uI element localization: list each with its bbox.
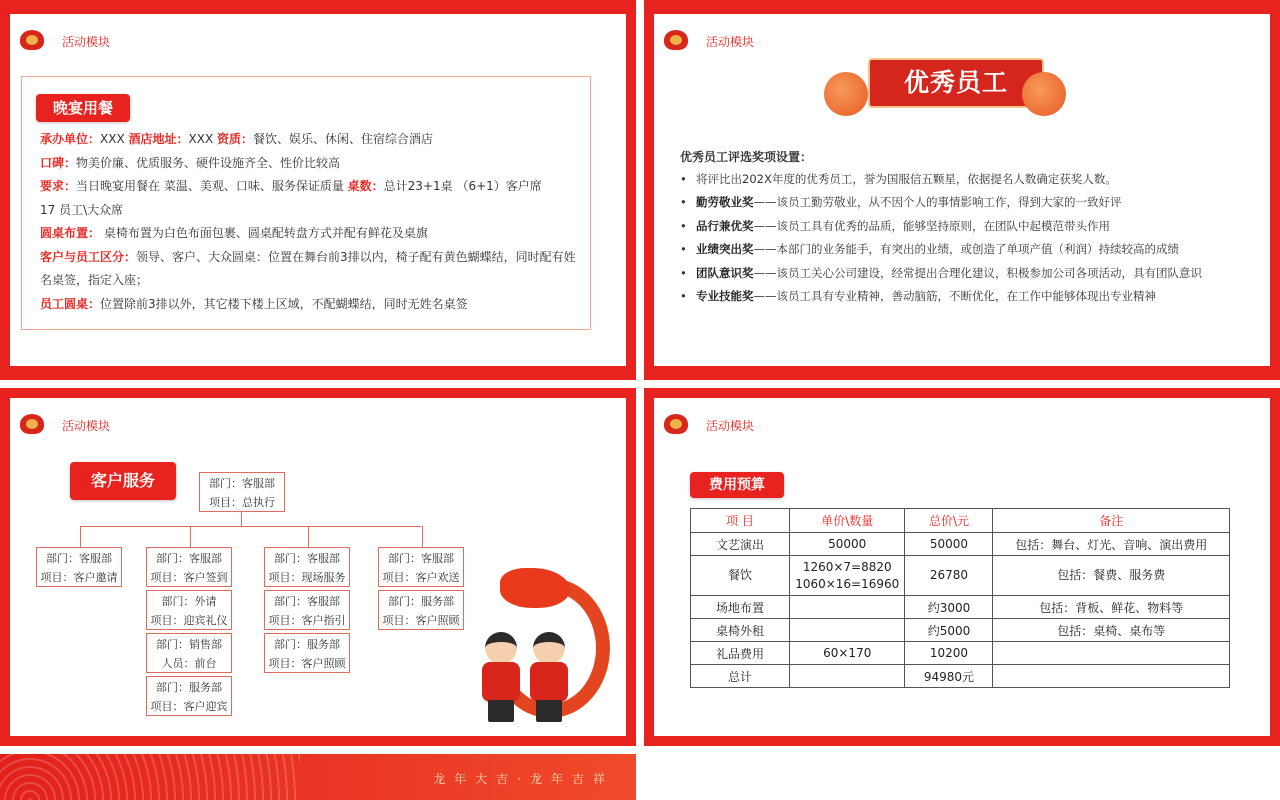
module-header (18, 26, 110, 56)
detail-key: 客户与员工区分： (40, 249, 137, 264)
award-item (680, 215, 1240, 238)
detail-line (40, 293, 580, 317)
column-header: 单价\数量 (789, 509, 905, 533)
connector-line (422, 526, 423, 547)
column-header: 项 目 (691, 509, 790, 533)
module-header (662, 410, 754, 440)
slide-customer-service[interactable] (0, 388, 636, 746)
child-figure (480, 632, 522, 722)
org-box-line: 部门：客服部 (156, 552, 222, 565)
org-box-line: 人员：前台 (161, 657, 217, 670)
org-box (199, 472, 285, 512)
award-name: 勤劳敬业奖 (696, 195, 754, 210)
org-box (36, 547, 122, 587)
connector-line (308, 526, 309, 547)
title-banner: 优秀员工 (868, 58, 1044, 108)
wave-pattern (0, 754, 300, 800)
table-cell: 1260×7=8820 1060×16=16960 (789, 556, 905, 596)
detail-key: 员工圆桌： (40, 296, 101, 311)
award-desc: ——该员工关心公司建设，经常提出合理化建议，积极参加公司各项活动，具有团队意识 (753, 265, 1202, 280)
org-box-line: 部门：客服部 (388, 552, 454, 565)
table-cell: 26780 (905, 556, 993, 596)
dragon-illustration (440, 568, 620, 728)
table-cell: 50000 (789, 533, 905, 556)
detail-line (40, 199, 580, 223)
module-header (18, 410, 110, 440)
org-box-line: 项目：客户照顾 (382, 614, 460, 627)
detail-value: 桌椅布置为白色布面包裹、圆桌配转盘方式并配有鲜花及桌旗 (100, 226, 428, 240)
award-item (680, 285, 1240, 308)
table-cell: 总计 (691, 665, 790, 688)
org-box (146, 547, 232, 587)
table-cell (993, 665, 1230, 688)
org-box-line: 部门：客服部 (274, 552, 340, 565)
slide-excellent-staff[interactable] (644, 0, 1280, 380)
table-row (691, 619, 1230, 642)
detail-line (40, 269, 580, 293)
table-cell: 50000 (905, 533, 993, 556)
dragon-logo-icon (662, 410, 692, 440)
section-tag: 晚宴用餐 (36, 94, 130, 122)
table-row (691, 596, 1230, 619)
table-row (691, 556, 1230, 596)
slide-closing[interactable] (0, 754, 636, 800)
org-box-line: 部门：服务部 (274, 638, 340, 651)
bullet-icon: • (680, 172, 687, 186)
award-name: 业绩突出奖 (696, 242, 754, 257)
module-title: 活动模块 (706, 34, 755, 49)
section-tag: 费用预算 (690, 472, 784, 498)
award-item (680, 238, 1240, 261)
detail-key: 要求： (40, 179, 77, 193)
banquet-details (40, 128, 580, 316)
org-box (264, 590, 350, 630)
table-cell (789, 665, 905, 688)
detail-value: 总计23+1桌 （6+1）客户席 (383, 179, 542, 193)
detail-value: 位置除前3排以外，其它楼下楼上区域，不配蝴蝶结，同时无姓名桌签 (100, 296, 468, 311)
detail-line (40, 246, 580, 270)
award-list (680, 168, 1240, 308)
connector-line (80, 526, 421, 527)
column-header: 备注 (993, 509, 1230, 533)
org-box (146, 633, 232, 673)
org-box-line: 项目：客户邀请 (40, 571, 118, 584)
lantern-icon (824, 72, 868, 116)
detail-key: 资质： (217, 132, 254, 146)
table-cell: 场地布置 (691, 596, 790, 619)
org-box-line: 部门：服务部 (388, 595, 454, 608)
table-cell: 包括：舞台、灯光、音响、演出费用 (993, 533, 1230, 556)
detail-key: 口碑： (40, 155, 77, 170)
detail-value: 物美价廉、优质服务、硬件设施齐全、性价比较高 (76, 155, 341, 170)
detail-key: 酒店地址： (128, 132, 189, 146)
module-header (662, 26, 754, 56)
award-item (680, 262, 1240, 285)
table-row (691, 665, 1230, 688)
table-cell: 包括：背板、鲜花、物料等 (993, 596, 1230, 619)
detail-value: 当日晚宴用餐在 菜温、美观、口味、服务保证质量 (76, 179, 348, 193)
org-box-line: 项目：客户迎宾 (150, 700, 228, 713)
award-desc: ——本部门的业务能手，有突出的业绩，或创造了单项产值（利润）持续较高的成绩 (753, 242, 1179, 257)
org-box-line: 项目：客户欢送 (382, 571, 460, 584)
detail-key: 桌数： (347, 179, 384, 193)
org-box-line: 部门：服务部 (156, 681, 222, 694)
column-header: 总价\元 (905, 509, 993, 533)
table-cell: 包括：餐费、服务费 (993, 556, 1230, 596)
org-box-line: 项目：迎宾礼仪 (150, 614, 228, 627)
org-box-line: 部门：外请 (161, 595, 217, 608)
connector-line (190, 526, 191, 547)
org-box-line: 项目：客户照顾 (268, 657, 346, 670)
detail-value: XXX (188, 132, 217, 146)
org-box-line: 部门：客服部 (209, 477, 275, 490)
org-box (264, 633, 350, 673)
table-row (691, 642, 1230, 665)
bullet-icon: • (680, 265, 687, 280)
detail-value: 领导、客户、大众圆桌：位置在舞台前3排以内，椅子配有黄色蝴蝶结，同时配有姓 (136, 249, 576, 264)
org-box (264, 547, 350, 587)
table-row (691, 533, 1230, 556)
detail-value: XXX (100, 132, 129, 146)
org-box-line: 部门：客服部 (46, 552, 112, 565)
table-cell: 桌椅外租 (691, 619, 790, 642)
dragon-logo-icon (18, 26, 48, 56)
detail-value: 17 员工\大众席 (40, 202, 124, 217)
award-desc: ——该员工勤劳敬业，从不因个人的事情影响工作，得到大家的一致好评 (753, 195, 1122, 210)
connector-line (241, 512, 242, 526)
org-box (146, 590, 232, 630)
module-title: 活动模块 (62, 34, 111, 49)
org-box-line: 项目：总执行 (209, 496, 275, 509)
table-cell: 约5000 (905, 619, 993, 642)
org-box-line: 项目：现场服务 (268, 571, 346, 584)
module-title: 活动模块 (706, 418, 755, 433)
slide-banquet[interactable] (0, 0, 636, 380)
section-tag: 客户服务 (70, 462, 176, 500)
detail-key: 圆桌布置： (40, 226, 101, 240)
org-box-line: 部门：客服部 (274, 595, 340, 608)
detail-value: 餐饮、娱乐、休闲、住宿综合酒店 (253, 132, 434, 146)
closing-motto: 龙年大吉·龙年吉祥 (433, 772, 614, 786)
detail-key: 承办单位： (40, 132, 101, 146)
slide-budget[interactable] (644, 388, 1280, 746)
org-box-line: 项目：客户签到 (150, 571, 228, 584)
module-title: 活动模块 (62, 418, 111, 433)
table-cell (993, 642, 1230, 665)
org-box-line: 部门：销售部 (156, 638, 222, 651)
table-cell (789, 596, 905, 619)
detail-line (40, 128, 580, 152)
detail-line (40, 152, 580, 176)
table-cell: 礼品费用 (691, 642, 790, 665)
bullet-icon: • (680, 218, 687, 233)
budget-table (690, 508, 1230, 688)
award-name: 专业技能奖 (696, 288, 754, 303)
table-cell: 餐饮 (691, 556, 790, 596)
table-cell: 10200 (905, 642, 993, 665)
bullet-icon: • (680, 242, 687, 257)
lantern-icon (1022, 72, 1066, 116)
table-cell: 文艺演出 (691, 533, 790, 556)
award-desc: ——该员工具有优秀的品质，能够坚持原则，在团队中起模范带头作用 (753, 218, 1110, 233)
detail-line (40, 222, 580, 246)
award-desc: ——该员工具有专业精神，善动脑筋，不断优化，在工作中能够体现出专业精神 (753, 288, 1156, 303)
table-cell: 约3000 (905, 596, 993, 619)
award-name: 团队意识奖 (696, 265, 754, 280)
table-cell: 包括：桌椅、桌布等 (993, 619, 1230, 642)
bullet-icon: • (680, 288, 687, 303)
bullet-icon: • (680, 195, 687, 210)
table-cell: 60×170 (789, 642, 905, 665)
detail-value: 名桌签，指定入座； (40, 273, 149, 287)
award-subtitle: 优秀员工评选奖项设置： (680, 150, 813, 164)
dragon-logo-icon (18, 410, 48, 440)
award-item (680, 168, 1240, 191)
dragon-logo-icon (662, 26, 692, 56)
award-item (680, 191, 1240, 214)
table-header-row (691, 509, 1230, 533)
child-figure (528, 632, 570, 722)
detail-line (40, 175, 580, 199)
org-box-line: 项目：客户指引 (268, 614, 346, 627)
table-cell: 94980元 (905, 665, 993, 688)
award-name: 品行兼优奖 (696, 218, 754, 233)
connector-line (80, 526, 81, 547)
award-desc: 将评比出202X年度的优秀员工，誉为国服信五颗星，依据提名人数确定获奖人数。 (696, 172, 1117, 186)
org-box (146, 676, 232, 716)
table-cell (789, 619, 905, 642)
